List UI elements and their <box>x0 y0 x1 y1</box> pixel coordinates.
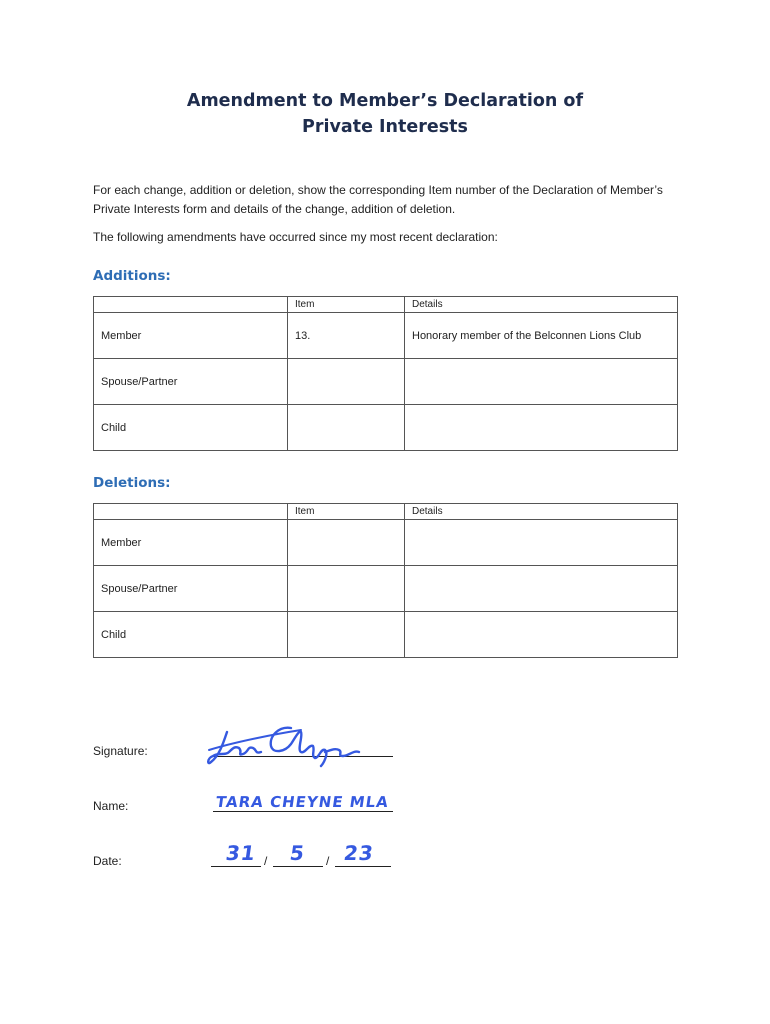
row-label: Child <box>94 612 288 658</box>
item-cell <box>288 359 405 405</box>
table-row <box>94 612 678 658</box>
handwritten-day: 31 <box>224 841 258 865</box>
intro-text <box>93 181 683 247</box>
item-cell: 13. <box>288 313 405 359</box>
table-row <box>94 520 678 566</box>
row-label: Spouse/Partner <box>94 359 288 405</box>
intro-paragraph-1: For each change, addition or deletion, show the corresponding Item number of the Declaration of Member’s Private Interests form and details of the change, addition of deletion. <box>93 183 663 216</box>
details-cell <box>405 520 678 566</box>
column-header-item: Item <box>288 504 405 520</box>
date-label: Date: <box>93 854 122 868</box>
row-label: Member <box>94 313 288 359</box>
date-month-line <box>273 866 323 867</box>
row-label: Spouse/Partner <box>94 566 288 612</box>
details-cell <box>405 359 678 405</box>
table-row <box>94 405 678 451</box>
column-header-label <box>94 297 288 313</box>
item-cell <box>288 405 405 451</box>
name-line <box>213 811 393 812</box>
row-label: Member <box>94 520 288 566</box>
column-header-details: Details <box>405 504 678 520</box>
name-label: Name: <box>93 799 129 813</box>
date-year-line <box>335 866 391 867</box>
handwritten-year: 23 <box>342 841 376 865</box>
column-header-label <box>94 504 288 520</box>
table-row <box>94 566 678 612</box>
handwritten-name: TARA CHEYNE MLA <box>214 793 391 811</box>
deletions-table <box>93 503 678 658</box>
column-header-details: Details <box>405 297 678 313</box>
table-header-row <box>94 297 678 313</box>
row-label: Child <box>94 405 288 451</box>
title-line-2: Private Interests <box>302 117 468 137</box>
title-line-1: Amendment to Member’s Declaration of <box>186 91 584 111</box>
item-cell <box>288 520 405 566</box>
table-row <box>94 313 678 359</box>
table-header-row <box>94 504 678 520</box>
date-separator-2: / <box>326 854 330 868</box>
item-cell <box>288 566 405 612</box>
document-title <box>0 88 770 140</box>
table-row <box>94 359 678 405</box>
details-cell <box>405 612 678 658</box>
item-cell <box>288 612 405 658</box>
signature-label: Signature: <box>93 744 148 758</box>
date-separator-1: / <box>264 854 268 868</box>
details-cell <box>405 405 678 451</box>
handwritten-month: 5 <box>288 841 307 865</box>
deletions-heading: Deletions: <box>93 475 171 491</box>
details-cell: Honorary member of the Belconnen Lions Club <box>405 313 678 359</box>
details-cell <box>405 566 678 612</box>
column-header-item: Item <box>288 297 405 313</box>
date-day-line <box>211 866 261 867</box>
additions-table <box>93 296 678 451</box>
handwritten-signature <box>205 722 365 770</box>
additions-heading: Additions: <box>93 268 171 284</box>
intro-paragraph-2: The following amendments have occurred since my most recent declaration: <box>93 230 498 244</box>
